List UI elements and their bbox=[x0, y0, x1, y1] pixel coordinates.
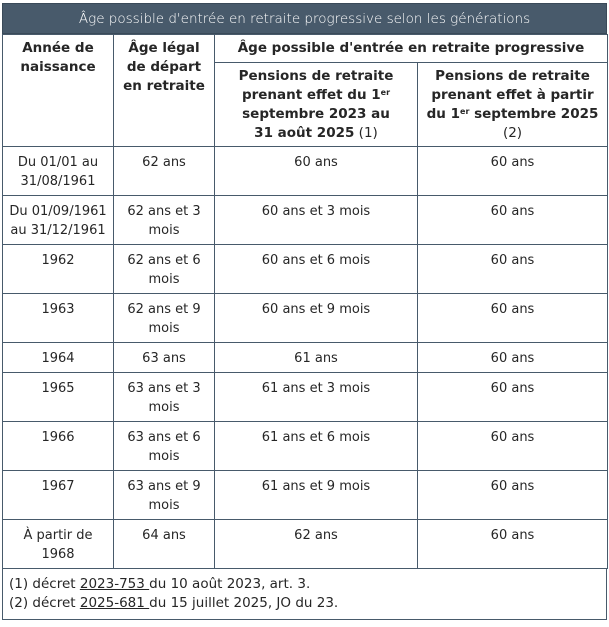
cell-age-2023-2025: 60 ans bbox=[215, 147, 418, 196]
header-progressive-age: Âge possible d'entrée en retraite progressive bbox=[215, 35, 608, 63]
footnote-2 bbox=[9, 594, 600, 613]
table-row bbox=[3, 343, 608, 373]
cell-age-from-2025: 60 ans bbox=[418, 147, 608, 196]
cell-age-2023-2025: 61 ans et 3 mois bbox=[215, 373, 418, 422]
cell-age-2023-2025: 60 ans et 6 mois bbox=[215, 245, 418, 294]
cell-birth-year: 1962 bbox=[3, 245, 114, 294]
cell-legal-age: 62 ans et 3 mois bbox=[114, 196, 215, 245]
table-row bbox=[3, 147, 608, 196]
header-sub1-text: Pensions de retraite prenant effet du 1 bbox=[238, 68, 394, 103]
footnote-2-prefix: (2) décret bbox=[9, 595, 80, 611]
header-sub2-text-end: septembre 2025 bbox=[469, 106, 599, 122]
cell-birth-year: À partir de 1968 bbox=[3, 520, 114, 569]
cell-birth-year: 1965 bbox=[3, 373, 114, 422]
header-sub1-note: (1) bbox=[354, 125, 378, 141]
cell-age-from-2025: 60 ans bbox=[418, 520, 608, 569]
cell-age-from-2025: 60 ans bbox=[418, 196, 608, 245]
cell-legal-age: 62 ans et 6 mois bbox=[114, 245, 215, 294]
header-sub2-sup: er bbox=[460, 107, 470, 116]
header-sub1-sup: er bbox=[380, 88, 391, 97]
table-row bbox=[3, 294, 608, 343]
retirement-age-table bbox=[2, 34, 608, 569]
cell-legal-age: 62 ans bbox=[114, 147, 215, 196]
table-row bbox=[3, 520, 608, 569]
footnote-1-suffix: du 10 août 2023, art. 3. bbox=[149, 576, 311, 592]
header-sub1-text-end: septembre 2023 au 31 août 2025 bbox=[242, 106, 390, 141]
cell-age-from-2025: 60 ans bbox=[418, 294, 608, 343]
header-birth-year: Année de naissance bbox=[3, 35, 114, 147]
cell-legal-age: 63 ans bbox=[114, 343, 215, 373]
cell-birth-year: 1967 bbox=[3, 471, 114, 520]
cell-birth-year: 1966 bbox=[3, 422, 114, 471]
cell-age-2023-2025: 61 ans et 6 mois bbox=[215, 422, 418, 471]
cell-age-from-2025: 60 ans bbox=[418, 373, 608, 422]
retirement-age-table-container bbox=[2, 3, 607, 620]
table-caption: Âge possible d'entrée en retraite progressive selon les générations bbox=[2, 3, 607, 34]
cell-legal-age: 62 ans et 9 mois bbox=[114, 294, 215, 343]
cell-birth-year: 1964 bbox=[3, 343, 114, 373]
table-row bbox=[3, 373, 608, 422]
cell-age-from-2025: 60 ans bbox=[418, 245, 608, 294]
table-row bbox=[3, 422, 608, 471]
table-footnotes bbox=[2, 569, 607, 620]
cell-legal-age: 63 ans et 6 mois bbox=[114, 422, 215, 471]
cell-age-2023-2025: 61 ans et 9 mois bbox=[215, 471, 418, 520]
footnote-2-suffix: du 15 juillet 2025, JO du 23. bbox=[149, 595, 339, 611]
cell-age-from-2025: 60 ans bbox=[418, 343, 608, 373]
cell-age-2023-2025: 60 ans et 3 mois bbox=[215, 196, 418, 245]
decree-2025-681-link[interactable]: 2025-681 bbox=[79, 595, 150, 611]
header-sub2-text: Pensions de retraite prenant effet à partir du 1 bbox=[426, 68, 594, 122]
cell-legal-age: 63 ans et 9 mois bbox=[114, 471, 215, 520]
table-row bbox=[3, 471, 608, 520]
cell-birth-year: Du 01/09/1961 au 31/12/1961 bbox=[3, 196, 114, 245]
cell-birth-year: Du 01/01 au 31/08/1961 bbox=[3, 147, 114, 196]
cell-legal-age: 64 ans bbox=[114, 520, 215, 569]
cell-age-2023-2025: 62 ans bbox=[215, 520, 418, 569]
footnote-1 bbox=[9, 575, 600, 594]
cell-age-from-2025: 60 ans bbox=[418, 471, 608, 520]
footnote-1-prefix: (1) décret bbox=[9, 576, 80, 592]
table-row bbox=[3, 245, 608, 294]
table-row bbox=[3, 196, 608, 245]
cell-legal-age: 63 ans et 3 mois bbox=[114, 373, 215, 422]
header-row-top bbox=[3, 35, 608, 63]
header-sub2-note: (2) bbox=[502, 125, 523, 141]
decree-2023-753-link[interactable]: 2023-753 bbox=[79, 576, 150, 592]
header-legal-age: Âge légal de départ en retraite bbox=[114, 35, 215, 147]
header-pensions-from-2025 bbox=[418, 63, 608, 147]
cell-age-2023-2025: 61 ans bbox=[215, 343, 418, 373]
cell-birth-year: 1963 bbox=[3, 294, 114, 343]
cell-age-2023-2025: 60 ans et 9 mois bbox=[215, 294, 418, 343]
cell-age-from-2025: 60 ans bbox=[418, 422, 608, 471]
header-pensions-2023-2025 bbox=[215, 63, 418, 147]
table-body bbox=[3, 147, 608, 569]
